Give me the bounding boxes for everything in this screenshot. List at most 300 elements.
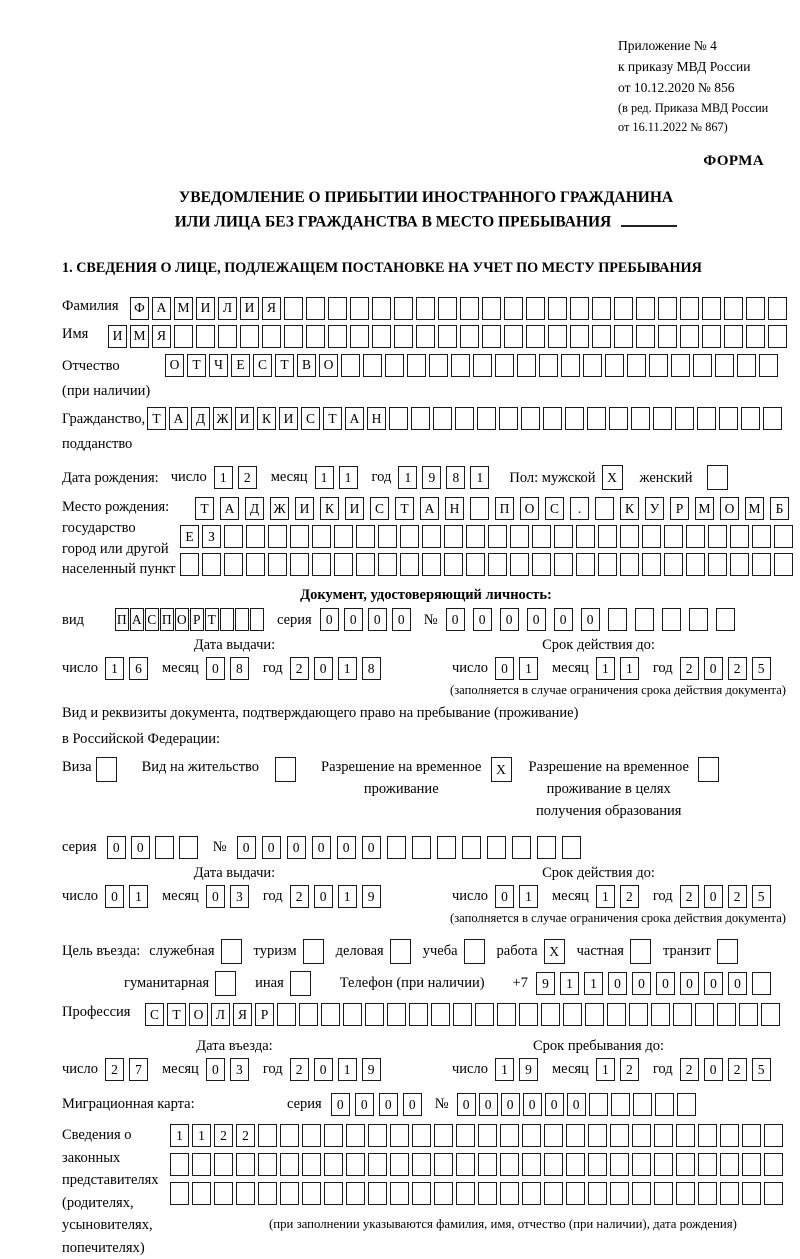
char-cell[interactable]: 0 [368,608,387,631]
char-cell[interactable]: Б [770,497,789,520]
char-cell[interactable]: 0 [314,657,333,680]
char-cell[interactable] [431,1003,450,1026]
char-cell[interactable] [394,297,413,320]
stay-month-input[interactable] [596,1058,644,1081]
char-cell[interactable] [693,354,712,377]
char-cell[interactable] [746,325,765,348]
char-cell[interactable]: С [301,407,320,430]
char-cell[interactable] [303,939,324,964]
char-cell[interactable] [368,1182,387,1205]
char-cell[interactable] [416,325,435,348]
char-cell[interactable]: Ч [209,354,228,377]
char-cell[interactable] [676,1153,695,1176]
char-cell[interactable] [429,354,448,377]
char-cell[interactable] [673,1003,692,1026]
char-cell[interactable] [372,325,391,348]
char-cell[interactable] [522,1153,541,1176]
char-cell[interactable] [774,553,793,576]
char-cell[interactable]: М [174,297,193,320]
char-cell[interactable] [562,836,581,859]
char-cell[interactable]: Я [152,325,171,348]
permit-issue-year-input[interactable] [290,885,386,908]
char-cell[interactable]: 0 [314,1058,333,1081]
char-cell[interactable]: 0 [206,1058,225,1081]
char-cell[interactable] [179,836,198,859]
char-cell[interactable] [470,497,489,520]
char-cell[interactable]: 0 [320,608,339,631]
char-cell[interactable] [698,1182,717,1205]
char-cell[interactable] [651,1003,670,1026]
char-cell[interactable] [708,553,727,576]
char-cell[interactable] [610,1153,629,1176]
char-cell[interactable]: К [257,407,276,430]
char-cell[interactable]: 8 [446,466,465,489]
char-cell[interactable]: 2 [728,1058,747,1081]
permit-valid-year-input[interactable] [680,885,776,908]
char-cell[interactable] [686,553,705,576]
char-cell[interactable]: 1 [620,657,639,680]
char-cell[interactable] [702,297,721,320]
char-cell[interactable] [422,525,441,548]
char-cell[interactable] [240,325,259,348]
char-cell[interactable] [566,1124,585,1147]
char-cell[interactable]: Р [255,1003,274,1026]
char-cell[interactable]: 1 [338,1058,357,1081]
char-cell[interactable] [566,1153,585,1176]
char-cell[interactable] [455,407,474,430]
checkbox-male[interactable] [602,465,626,490]
char-cell[interactable] [268,525,287,548]
char-cell[interactable] [737,354,756,377]
char-cell[interactable] [497,1003,516,1026]
char-cell[interactable] [543,407,562,430]
char-cell[interactable]: Т [195,497,214,520]
char-cell[interactable] [614,325,633,348]
checkbox-business[interactable] [390,939,414,964]
char-cell[interactable] [328,325,347,348]
char-cell[interactable] [519,1003,538,1026]
char-cell[interactable] [196,325,215,348]
char-cell[interactable] [654,1124,673,1147]
char-cell[interactable] [277,1003,296,1026]
checkbox-transit[interactable] [717,939,741,964]
char-cell[interactable] [378,553,397,576]
char-cell[interactable]: И [235,407,254,430]
char-cell[interactable] [268,553,287,576]
char-cell[interactable]: 0 [105,885,124,908]
char-cell[interactable]: М [745,497,764,520]
char-cell[interactable] [500,1153,519,1176]
char-cell[interactable] [708,525,727,548]
char-cell[interactable] [453,1003,472,1026]
char-cell[interactable] [512,836,531,859]
char-cell[interactable] [378,525,397,548]
char-cell[interactable] [400,525,419,548]
char-cell[interactable] [236,1182,255,1205]
char-cell[interactable] [499,407,518,430]
char-cell[interactable] [504,297,523,320]
char-cell[interactable] [302,1182,321,1205]
char-cell[interactable] [730,525,749,548]
char-cell[interactable]: О [175,608,189,631]
char-cell[interactable] [262,325,281,348]
char-cell[interactable] [504,325,523,348]
char-cell[interactable] [576,553,595,576]
char-cell[interactable]: 0 [501,1093,520,1116]
doc-issue-year-input[interactable] [290,657,386,680]
char-cell[interactable] [522,1182,541,1205]
char-cell[interactable] [675,407,694,430]
char-cell[interactable] [522,1124,541,1147]
char-cell[interactable] [334,525,353,548]
char-cell[interactable] [541,1003,560,1026]
char-cell[interactable] [610,1182,629,1205]
doc-kind-input[interactable] [115,608,265,631]
char-cell[interactable] [312,525,331,548]
char-cell[interactable]: . [570,497,589,520]
char-cell[interactable]: 1 [495,1058,514,1081]
checkbox-temp-residence[interactable] [491,757,515,782]
char-cell[interactable] [368,1124,387,1147]
char-cell[interactable]: С [253,354,272,377]
permit-valid-day-input[interactable] [495,885,543,908]
char-cell[interactable]: 0 [704,885,723,908]
char-cell[interactable] [739,1003,758,1026]
char-cell[interactable] [539,354,558,377]
char-cell[interactable] [717,1003,736,1026]
char-cell[interactable] [715,354,734,377]
char-cell[interactable] [312,553,331,576]
char-cell[interactable] [761,1003,780,1026]
char-cell[interactable] [680,297,699,320]
char-cell[interactable] [563,1003,582,1026]
char-cell[interactable]: 5 [752,657,771,680]
char-cell[interactable] [258,1124,277,1147]
char-cell[interactable] [537,836,556,859]
char-cell[interactable] [462,836,481,859]
birthplace-row2-input[interactable] [180,525,796,548]
char-cell[interactable]: 0 [545,1093,564,1116]
char-cell[interactable] [587,407,606,430]
char-cell[interactable]: И [196,297,215,320]
char-cell[interactable]: Т [205,608,219,631]
char-cell[interactable]: 1 [519,885,538,908]
char-cell[interactable]: Ф [130,297,149,320]
checkbox-temp-residence-education[interactable] [698,757,722,782]
char-cell[interactable] [763,407,782,430]
char-cell[interactable]: 1 [398,466,417,489]
char-cell[interactable]: 0 [446,608,465,631]
char-cell[interactable] [343,1003,362,1026]
char-cell[interactable] [570,297,589,320]
char-cell[interactable] [365,1003,384,1026]
char-cell[interactable] [544,1124,563,1147]
char-cell[interactable]: 8 [230,657,249,680]
doc-series-input[interactable] [320,608,416,631]
char-cell[interactable] [768,325,787,348]
char-cell[interactable] [676,1124,695,1147]
char-cell[interactable] [570,325,589,348]
char-cell[interactable] [275,757,296,782]
phone-input[interactable] [536,972,776,995]
char-cell[interactable] [299,1003,318,1026]
char-cell[interactable]: О [319,354,338,377]
char-cell[interactable] [588,1124,607,1147]
char-cell[interactable]: О [189,1003,208,1026]
char-cell[interactable] [180,553,199,576]
char-cell[interactable]: И [108,325,127,348]
char-cell[interactable] [324,1182,343,1205]
char-cell[interactable] [698,757,719,782]
char-cell[interactable] [412,1153,431,1176]
char-cell[interactable]: 0 [206,657,225,680]
char-cell[interactable]: 0 [331,1093,350,1116]
char-cell[interactable]: 1 [596,657,615,680]
stay-day-input[interactable] [495,1058,543,1081]
char-cell[interactable]: 0 [495,657,514,680]
char-cell[interactable] [677,1093,696,1116]
surname-input[interactable] [130,297,790,320]
char-cell[interactable] [500,1124,519,1147]
char-cell[interactable] [302,1153,321,1176]
char-cell[interactable] [526,297,545,320]
char-cell[interactable] [548,297,567,320]
char-cell[interactable] [284,325,303,348]
char-cell[interactable]: Н [367,407,386,430]
char-cell[interactable]: А [152,297,171,320]
char-cell[interactable] [554,525,573,548]
char-cell[interactable]: П [115,608,129,631]
char-cell[interactable]: О [520,497,539,520]
name-input[interactable] [108,325,790,348]
migration-number-input[interactable] [457,1093,699,1116]
char-cell[interactable] [676,1182,695,1205]
patronymic-input[interactable] [165,354,781,377]
birth-year-input[interactable] [398,466,494,489]
char-cell[interactable]: 0 [403,1093,422,1116]
char-cell[interactable]: 1 [338,885,357,908]
char-cell[interactable] [724,297,743,320]
permit-issue-month-input[interactable] [206,885,254,908]
birthplace-row3-input[interactable] [180,553,796,576]
char-cell[interactable]: 5 [752,885,771,908]
char-cell[interactable]: 1 [596,885,615,908]
char-cell[interactable] [698,1153,717,1176]
char-cell[interactable] [258,1182,277,1205]
char-cell[interactable]: 0 [473,608,492,631]
char-cell[interactable]: 0 [287,836,306,859]
char-cell[interactable]: К [620,497,639,520]
char-cell[interactable]: 0 [704,972,723,995]
stay-year-input[interactable] [680,1058,776,1081]
char-cell[interactable] [658,325,677,348]
char-cell[interactable] [202,553,221,576]
char-cell[interactable] [438,297,457,320]
char-cell[interactable] [592,297,611,320]
checkbox-tourism[interactable] [303,939,327,964]
char-cell[interactable] [764,1153,783,1176]
doc-issue-day-input[interactable] [105,657,153,680]
char-cell[interactable] [482,325,501,348]
char-cell[interactable] [654,1153,673,1176]
char-cell[interactable] [170,1182,189,1205]
checkbox-visa[interactable] [96,757,120,782]
char-cell[interactable] [390,939,411,964]
char-cell[interactable]: 2 [236,1124,255,1147]
char-cell[interactable] [544,1182,563,1205]
char-cell[interactable] [576,525,595,548]
char-cell[interactable]: Л [211,1003,230,1026]
char-cell[interactable] [768,297,787,320]
citizenship-input[interactable] [147,407,785,430]
char-cell[interactable] [566,1182,585,1205]
char-cell[interactable]: Р [670,497,689,520]
char-cell[interactable] [284,297,303,320]
char-cell[interactable] [642,553,661,576]
char-cell[interactable] [630,939,651,964]
char-cell[interactable] [658,297,677,320]
char-cell[interactable]: 2 [680,885,699,908]
checkbox-work[interactable] [544,939,568,964]
representatives-row1-input[interactable] [170,1124,786,1147]
char-cell[interactable]: 0 [554,608,573,631]
char-cell[interactable] [633,1093,652,1116]
entry-day-input[interactable] [105,1058,153,1081]
char-cell[interactable] [394,325,413,348]
char-cell[interactable] [387,836,406,859]
char-cell[interactable]: О [720,497,739,520]
char-cell[interactable] [192,1182,211,1205]
char-cell[interactable]: 1 [105,657,124,680]
char-cell[interactable] [521,407,540,430]
char-cell[interactable]: 1 [584,972,603,995]
char-cell[interactable] [592,325,611,348]
char-cell[interactable] [554,553,573,576]
representatives-row3-input[interactable] [170,1182,786,1205]
char-cell[interactable]: 9 [519,1058,538,1081]
char-cell[interactable] [412,836,431,859]
char-cell[interactable]: Т [275,354,294,377]
char-cell[interactable]: Н [445,497,464,520]
char-cell[interactable]: 0 [567,1093,586,1116]
char-cell[interactable]: Ж [270,497,289,520]
char-cell[interactable]: Т [323,407,342,430]
doc-number-input[interactable] [446,608,743,631]
char-cell[interactable] [742,1182,761,1205]
char-cell[interactable] [407,354,426,377]
char-cell[interactable] [478,1182,497,1205]
char-cell[interactable] [478,1124,497,1147]
char-cell[interactable] [495,354,514,377]
char-cell[interactable]: Д [191,407,210,430]
char-cell[interactable] [96,757,117,782]
char-cell[interactable] [477,407,496,430]
char-cell[interactable] [422,553,441,576]
char-cell[interactable]: 0 [523,1093,542,1116]
char-cell[interactable]: X [544,939,565,964]
char-cell[interactable]: 0 [337,836,356,859]
char-cell[interactable] [764,1182,783,1205]
char-cell[interactable]: 2 [728,885,747,908]
char-cell[interactable] [390,1182,409,1205]
char-cell[interactable] [532,553,551,576]
char-cell[interactable]: 0 [392,608,411,631]
char-cell[interactable] [488,553,507,576]
char-cell[interactable]: 9 [536,972,555,995]
char-cell[interactable] [720,1182,739,1205]
char-cell[interactable] [280,1124,299,1147]
char-cell[interactable] [438,325,457,348]
char-cell[interactable] [588,1153,607,1176]
char-cell[interactable] [487,836,506,859]
char-cell[interactable]: 1 [560,972,579,995]
char-cell[interactable] [236,1153,255,1176]
char-cell[interactable]: Ж [213,407,232,430]
char-cell[interactable] [662,608,681,631]
char-cell[interactable] [400,553,419,576]
char-cell[interactable]: М [130,325,149,348]
char-cell[interactable]: Т [395,497,414,520]
char-cell[interactable] [774,525,793,548]
doc-valid-month-input[interactable] [596,657,644,680]
char-cell[interactable]: 9 [362,1058,381,1081]
char-cell[interactable] [611,1093,630,1116]
char-cell[interactable]: 0 [457,1093,476,1116]
char-cell[interactable] [170,1153,189,1176]
char-cell[interactable] [752,525,771,548]
char-cell[interactable] [655,1093,674,1116]
char-cell[interactable] [214,1182,233,1205]
char-cell[interactable] [356,553,375,576]
checkbox-humanitarian[interactable] [215,971,239,996]
char-cell[interactable] [742,1153,761,1176]
char-cell[interactable] [707,465,728,490]
char-cell[interactable] [290,553,309,576]
char-cell[interactable] [488,525,507,548]
permit-valid-month-input[interactable] [596,885,644,908]
char-cell[interactable] [346,1182,365,1205]
char-cell[interactable] [742,1124,761,1147]
char-cell[interactable] [341,354,360,377]
char-cell[interactable] [752,553,771,576]
char-cell[interactable] [620,525,639,548]
char-cell[interactable] [689,608,708,631]
doc-issue-month-input[interactable] [206,657,254,680]
char-cell[interactable] [716,608,735,631]
char-cell[interactable] [258,1153,277,1176]
char-cell[interactable]: 2 [238,466,257,489]
char-cell[interactable] [460,325,479,348]
char-cell[interactable]: О [165,354,184,377]
char-cell[interactable] [306,297,325,320]
char-cell[interactable]: 0 [107,836,126,859]
char-cell[interactable] [444,525,463,548]
char-cell[interactable] [155,836,174,859]
char-cell[interactable]: 0 [344,608,363,631]
char-cell[interactable] [433,407,452,430]
char-cell[interactable]: П [495,497,514,520]
char-cell[interactable]: А [420,497,439,520]
char-cell[interactable] [389,407,408,430]
char-cell[interactable]: 2 [290,657,309,680]
char-cell[interactable] [350,325,369,348]
char-cell[interactable] [632,1182,651,1205]
char-cell[interactable] [654,1182,673,1205]
char-cell[interactable]: 0 [131,836,150,859]
char-cell[interactable] [589,1093,608,1116]
char-cell[interactable] [517,354,536,377]
char-cell[interactable] [686,525,705,548]
